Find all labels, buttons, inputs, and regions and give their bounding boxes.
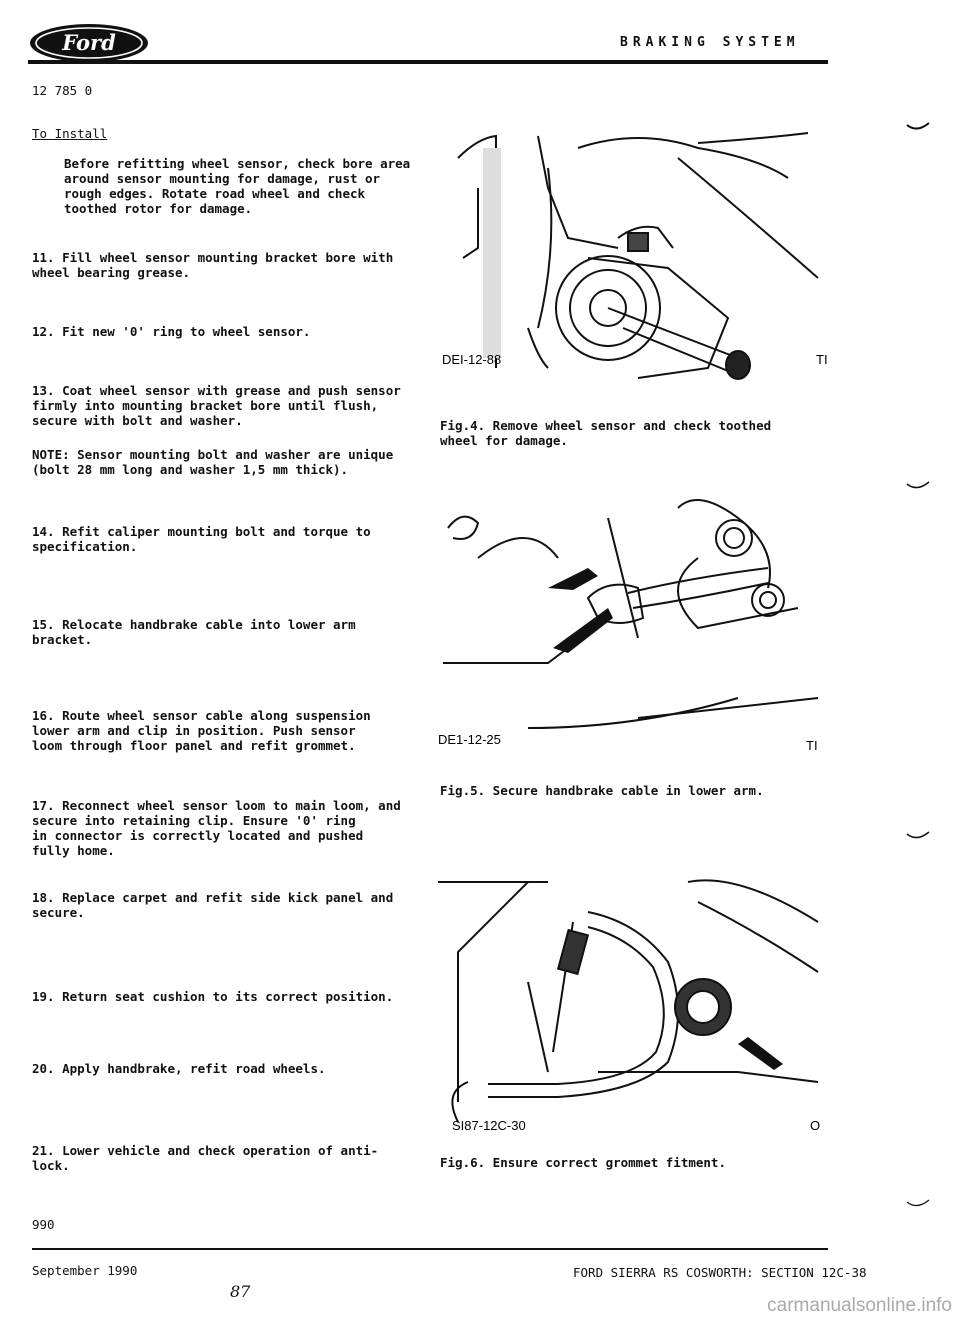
header-rule	[28, 60, 828, 64]
step-14: 14. Refit caliper mounting bolt and torque to specification.	[32, 524, 371, 554]
note: NOTE: Sensor mounting bolt and washer are unique (bolt 28 mm long and washer 1,5 mm thick).	[32, 447, 394, 477]
figure-4-illustration	[438, 128, 828, 380]
step-21: 21. Lower vehicle and check operation of anti- lock.	[32, 1143, 379, 1173]
svg-text:Ford: Ford	[62, 30, 116, 55]
footer-mark: 87	[230, 1282, 251, 1301]
margin-mark	[905, 121, 931, 135]
watermark: carmanualsonline.info	[767, 1295, 952, 1316]
ref-number: 12 785 0	[32, 83, 93, 98]
figure-5-caption: Fig.5. Secure handbrake cable in lower arm.	[440, 783, 764, 798]
step-20: 20. Apply handbrake, refit road wheels.	[32, 1061, 326, 1076]
step-15: 15. Relocate handbrake cable into lower arm bracket.	[32, 617, 356, 647]
page-number: 990	[32, 1217, 55, 1232]
figure-6-caption: Fig.6. Ensure correct grommet fitment.	[440, 1155, 726, 1170]
step-13: 13. Coat wheel sensor with grease and push sensor firmly into mounting bracket bore until flush, secure with bolt and washer.	[32, 383, 401, 428]
figure-4-caption: Fig.4. Remove wheel sensor and check toothed wheel for damage.	[440, 418, 772, 448]
margin-mark	[905, 1198, 931, 1212]
figure-5-code: TI	[806, 738, 818, 753]
footer-date: September 1990	[32, 1263, 138, 1278]
margin-mark	[905, 830, 931, 844]
step-19: 19. Return seat cushion to its correct position.	[32, 989, 394, 1004]
section-heading: To Install	[32, 126, 108, 141]
figure-6-code: O	[810, 1118, 821, 1133]
step-18: 18. Replace carpet and refit side kick panel and secure.	[32, 890, 394, 920]
figure-4-code: TI	[816, 352, 828, 367]
ford-logo	[28, 22, 150, 64]
intro-paragraph: Before refitting wheel sensor, check bore area around sensor mounting for damage, rust or rough edges. Rotate road wheel and check toothed rotor for damage.	[64, 156, 411, 216]
step-12: 12. Fit new '0' ring to wheel sensor.	[32, 324, 311, 339]
figure-6-label: SI87-12C-30	[452, 1118, 526, 1133]
figure-5-label: DE1-12-25	[438, 732, 501, 747]
footer-section: FORD SIERRA RS COSWORTH: SECTION 12C-38	[573, 1265, 867, 1280]
margin-mark	[905, 480, 931, 494]
figure-6-illustration	[438, 872, 828, 1138]
figure-5-illustration	[438, 498, 828, 760]
footer-rule	[32, 1248, 828, 1250]
step-16: 16. Route wheel sensor cable along suspension lower arm and clip in position. Push sensor loom through floor panel and refit grommet.	[32, 708, 371, 753]
header-title: BRAKING SYSTEM	[620, 35, 800, 50]
figure-4-label: DEI-12-88	[442, 352, 502, 367]
step-11: 11. Fill wheel sensor mounting bracket bore with wheel bearing grease.	[32, 250, 394, 280]
step-17: 17. Reconnect wheel sensor loom to main loom, and secure into retaining clip. Ensure '0' ring in connector is correctly located and pushed fully home.	[32, 798, 401, 858]
